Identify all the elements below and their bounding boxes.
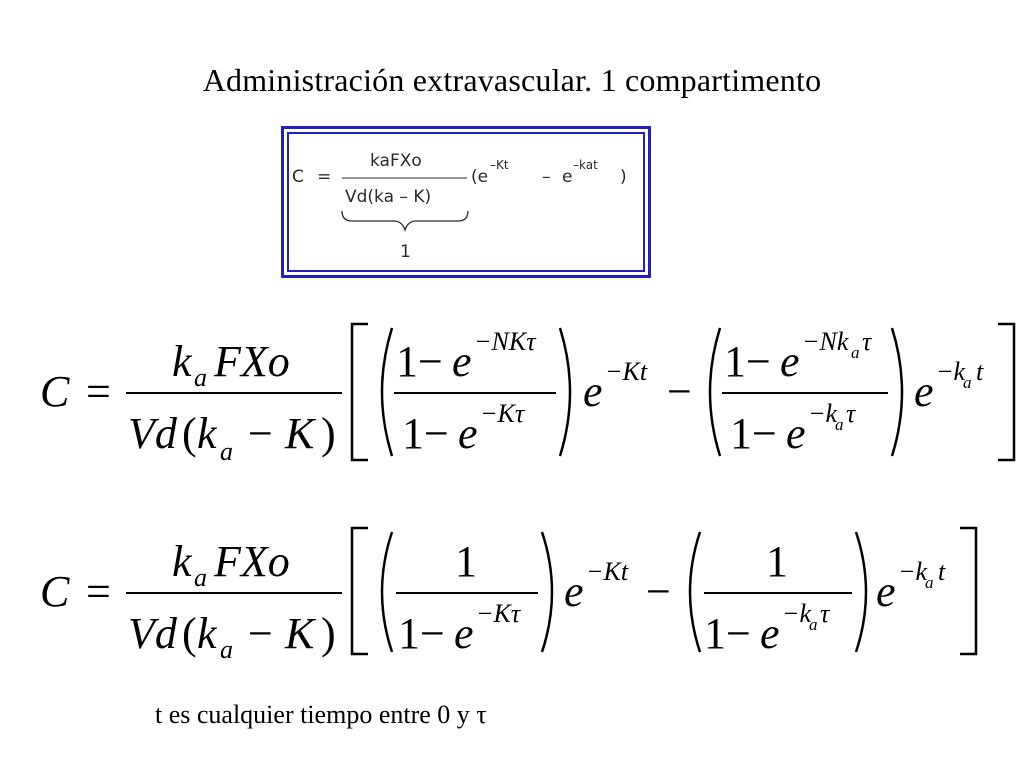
f2-den-sub: a: [220, 635, 233, 660]
f1-frac2-den-exp-b: τ: [846, 399, 856, 428]
f1-den-sub: a: [220, 437, 233, 466]
f2-den-open: (: [182, 609, 197, 658]
f1-frac2-num: 1−: [724, 337, 771, 386]
f1-frac1-num-e: e: [452, 337, 472, 386]
f1-right-paren-2: [892, 328, 902, 456]
f2-equals: =: [86, 567, 111, 616]
f1-frac2-den: 1−: [730, 409, 777, 458]
f2-left-paren-1: [382, 532, 392, 652]
f2-right-paren-1: [542, 532, 552, 652]
boxed-lhs: C: [292, 167, 304, 187]
f2-end-exp-a: −k: [898, 557, 928, 586]
f2-frac1-den-exp: −Kτ: [476, 599, 521, 628]
f2-den-k: k: [197, 609, 217, 658]
boxed-denominator: Vd(ka – K): [345, 187, 432, 207]
f2-frac2-den-exp-b: τ: [820, 599, 830, 628]
f1-frac1-num-exp: −NKτ: [474, 327, 536, 356]
f2-frac1-num: 1: [455, 537, 477, 586]
f2-end-exp-sub: a: [925, 573, 934, 592]
slide-title: Administración extravascular. 1 compartimento: [202, 62, 822, 98]
f2-num-sub: a: [194, 563, 207, 592]
f2-frac2-den: 1−: [704, 609, 751, 658]
f2-den-vd: Vd: [128, 609, 177, 658]
f1-end-exp-b: t: [976, 357, 984, 386]
f1-den-close: ): [321, 409, 336, 458]
f2-frac2-den-exp-sub: a: [809, 615, 818, 634]
f2-num-rest: FXo: [214, 537, 290, 586]
f2-den-minus: −: [248, 609, 273, 658]
f1-left-paren-1: [382, 328, 392, 456]
f1-den-open: (: [182, 409, 197, 458]
f1-end-e: e: [914, 367, 934, 416]
boxed-paren-open: (e: [471, 167, 489, 187]
f1-left-bracket: [352, 324, 368, 460]
boxed-exponent-1: –Kt: [490, 158, 509, 172]
f2-left-bracket: [352, 528, 368, 654]
formula-multiple-dose-2: [0, 524, 1024, 660]
boxed-formula: [284, 129, 654, 281]
boxed-minus: –: [542, 167, 551, 187]
f1-left-paren-2: [710, 328, 720, 456]
f2-frac2-den-exp-a: −k: [782, 599, 812, 628]
f1-frac2-num-exp-b: τ: [862, 327, 872, 356]
f2-frac2-den-e: e: [760, 609, 780, 658]
f1-minus: −: [667, 367, 692, 416]
f1-frac2-num-exp-sub: a: [851, 343, 860, 362]
f1-lhs: C: [40, 367, 70, 416]
f1-right-bracket: [998, 324, 1014, 460]
underbrace: [342, 211, 468, 230]
f1-mid-exp: −Kt: [605, 357, 648, 386]
f1-equals: =: [86, 367, 111, 416]
boxed-paren-close: ): [620, 167, 627, 187]
f2-frac1-den-e: e: [454, 609, 474, 658]
f1-den-vd: Vd: [128, 409, 177, 458]
f1-frac2-den-e: e: [786, 409, 806, 458]
f2-mid-exp: −Kt: [586, 557, 629, 586]
f1-den-K: K: [285, 409, 315, 458]
boxed-term-2: e: [562, 167, 573, 187]
f1-den-minus: −: [248, 409, 273, 458]
f2-num-k: k: [172, 537, 192, 586]
f1-right-paren-1: [560, 328, 570, 456]
f2-end-exp-b: t: [938, 557, 946, 586]
f1-frac1-den-e: e: [458, 409, 478, 458]
f1-num-sub: a: [194, 363, 207, 392]
f1-den-k: k: [197, 409, 217, 458]
boxed-formula-frame: [281, 126, 651, 278]
f2-frac1-den: 1−: [398, 609, 445, 658]
f2-den-close: ): [321, 609, 336, 658]
f2-frac2-num: 1: [766, 537, 788, 586]
f2-minus: −: [646, 567, 671, 616]
f1-frac1-num: 1−: [396, 337, 443, 386]
f2-end-e: e: [876, 567, 896, 616]
f1-frac1-den: 1−: [402, 409, 449, 458]
f2-lhs: C: [40, 567, 70, 616]
footnote: t es cualquier tiempo entre 0 y τ: [155, 700, 487, 729]
f1-num-rest: FXo: [214, 337, 290, 386]
f2-left-paren-2: [690, 532, 700, 652]
formula-multiple-dose-1: [0, 318, 1024, 466]
f1-end-exp-a: −k: [936, 357, 966, 386]
f1-frac2-den-exp-sub: a: [835, 415, 844, 434]
f1-mid-e: e: [583, 367, 603, 416]
f1-frac2-den-exp-a: −k: [808, 399, 838, 428]
f2-den-K: K: [285, 609, 315, 658]
boxed-exponent-2: –kat: [573, 158, 598, 172]
boxed-equals: =: [317, 167, 332, 187]
f2-mid-e: e: [564, 567, 584, 616]
f2-right-bracket: [960, 528, 976, 654]
boxed-brace-label: 1: [400, 242, 411, 262]
f2-right-paren-2: [856, 532, 866, 652]
f1-frac1-den-exp: −Kτ: [480, 399, 525, 428]
f1-frac2-num-e: e: [780, 337, 800, 386]
f1-end-exp-sub: a: [963, 373, 972, 392]
f1-num-k: k: [172, 337, 192, 386]
boxed-numerator: kaFXo: [370, 151, 422, 171]
f1-frac2-num-exp-a: −Nk: [802, 327, 849, 356]
